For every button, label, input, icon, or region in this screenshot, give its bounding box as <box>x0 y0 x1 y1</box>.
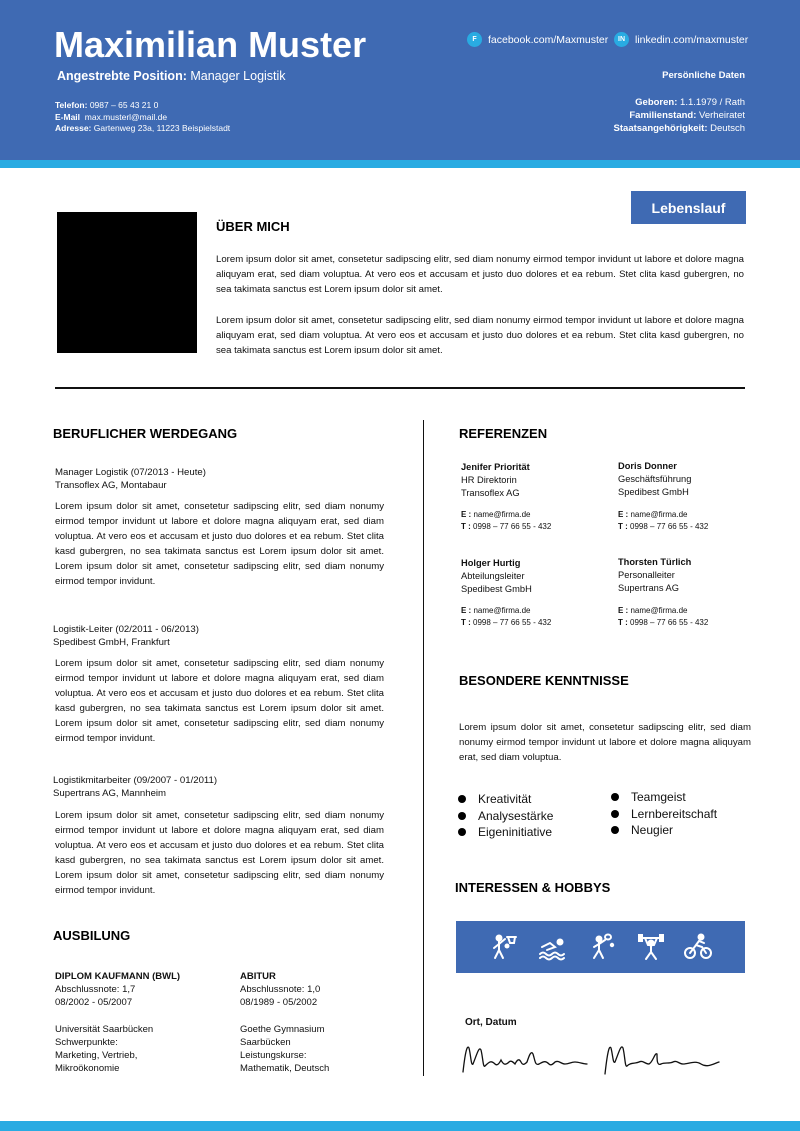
skills-list-left <box>458 791 553 841</box>
reference-2-role: Geschäftsführung <box>618 474 692 484</box>
edu-2-extra-2: Leistungskurse: <box>240 1050 307 1061</box>
education-col-1 <box>55 970 180 1075</box>
reference-3-name: Holger Hurtig <box>461 558 521 568</box>
skill-item <box>611 822 717 839</box>
email-line <box>55 112 167 122</box>
target-position <box>57 69 286 83</box>
reference-2-phone-label: T : <box>618 521 628 531</box>
job-1-text: Lorem ipsum dolor sit amet, consetetur sadipscing elitr, sed diam nonumy eirmod tempor invidunt ut labore et dolore magna aliquyam erat, sed diam voluptua. At vero eos et accusam et justo duo dolores et ea rebum. Stet clita kasd gubergren, no sea takimata sanctus est Lorem ipsum dolor sit amet. Lorem ipsum dolor sit amet, consetetur sadipscing elitr, sed diam nonumy eirmod tempor invidunt. <box>55 501 384 587</box>
edu-1-extra-1: Schwerpunkte: <box>55 1037 118 1048</box>
reference-3-role: Abteilungsleiter <box>461 571 525 581</box>
bullet-icon <box>458 795 466 803</box>
address-line <box>55 123 230 133</box>
about-paragraph-2: Lorem ipsum dolor sit amet, consetetur sadipscing elitr, sed diam nonumy eirmod tempor invidunt ut labore et dolore magna aliquyam erat, sed diam voluptua. At vero eos et accusam et justo duo dolores et ea rebum. Stet clita kasd gubergren, no sea takimata sanctus est Lorem ipsum dolor sit amet. <box>216 315 744 354</box>
edu-1-grade: Abschlussnote: 1,7 <box>55 984 136 995</box>
linkedin-icon: IN <box>614 32 629 47</box>
edu-2-extra-3: Mathematik, Deutsch <box>240 1063 330 1074</box>
skills-title: BESONDERE KENNTNISSE <box>459 673 629 688</box>
edu-2-period: 08/1989 - 05/2002 <box>240 997 318 1008</box>
header-accent-strip <box>0 160 800 168</box>
reference-2-email: name@firma.de <box>630 510 688 519</box>
skill-label: Neugier <box>631 823 674 837</box>
about-paragraph-1: Lorem ipsum dolor sit amet, consetetur sadipscing elitr, sed diam nonumy eirmod tempor invidunt ut labore et dolore magna aliquyam erat, sed diam voluptua. At vero eos et accusam et justo duo dolores et ea rebum. Stet clita kasd gubergren, no sea takimata sanctus est Lorem ipsum dolor sit amet. <box>216 254 744 295</box>
references-title: REFERENZEN <box>459 426 548 441</box>
linkedin-text: linkedin.com/maxmuster <box>635 33 749 46</box>
job-3-text: Lorem ipsum dolor sit amet, consetetur sadipscing elitr, sed diam nonumy eirmod tempor invidunt ut labore et dolore magna aliquyam erat, sed diam voluptua. At vero eos et accusam et justo duo dolores et ea rebum. Stet clita kasd gubergren, no sea takimata sanctus est Lorem ipsum dolor sit amet. Lorem ipsum dolor sit amet, consetetur sadipscing elitr, sed diam nonumy eirmod tempor invidunt. <box>55 810 384 896</box>
phone-label: Telefon: <box>55 100 88 110</box>
facebook-icon: F <box>467 32 482 47</box>
column-divider <box>423 420 424 1076</box>
phone-line <box>55 100 158 110</box>
reference-3 <box>461 557 532 596</box>
skill-item <box>458 808 553 825</box>
position-label: Angestrebte Position: <box>57 69 187 83</box>
job-2-text: Lorem ipsum dolor sit amet, consetetur sadipscing elitr, sed diam nonumy eirmod tempor invidunt ut labore et dolore magna aliquyam erat, sed diam voluptua. At vero eos et accusam et justo duo dolores et ea rebum. Stet clita kasd gubergren, no sea takimata sanctus est Lorem ipsum dolor sit amet. Lorem ipsum dolor sit amet, consetetur sadipscing elitr, sed diam nonumy eirmod tempor invidunt. <box>55 658 384 744</box>
hobbies-title: INTERESSEN & HOBBYS <box>455 880 611 895</box>
born-line <box>635 97 745 108</box>
basketball-icon <box>489 933 519 961</box>
skill-label: Analysestärke <box>478 808 554 823</box>
job-1-title: Manager Logistik (07/2013 - Heute) <box>55 467 206 478</box>
skill-item <box>458 824 553 841</box>
facebook-text: facebook.com/Maxmuster <box>488 33 609 46</box>
address-value: Gartenweg 23a, 11223 Beispielstadt <box>93 123 231 133</box>
section-divider <box>55 387 745 389</box>
edu-1-extra-3: Mikroökonomie <box>55 1063 120 1074</box>
reference-1-name: Jenifer Priorität <box>461 462 530 472</box>
facebook-link[interactable] <box>467 32 608 47</box>
nationality-value: Deutsch <box>710 123 745 134</box>
bullet-icon <box>611 793 619 801</box>
reference-4-email: name@firma.de <box>630 606 688 615</box>
edu-2-extra-1: Saarbücken <box>240 1037 291 1048</box>
profile-photo <box>57 212 197 353</box>
reference-4-phone-label: T : <box>618 617 628 627</box>
family-value: Verheiratet <box>699 110 745 121</box>
tennis-icon <box>586 933 616 961</box>
reference-2-contact <box>618 509 708 532</box>
phone-value: 0987 – 65 43 21 0 <box>89 100 159 110</box>
reference-1-contact <box>461 509 551 532</box>
education-title: AUSBILUNG <box>53 928 131 943</box>
reference-2-company: Spedibest GmbH <box>618 487 689 497</box>
reference-4-name: Thorsten Türlich <box>618 557 692 567</box>
reference-2-name: Doris Donner <box>618 461 677 471</box>
edu-1-school: Universität Saarbücken <box>55 1024 154 1035</box>
lebenslauf-label: Lebenslauf <box>631 191 746 224</box>
linkedin-link[interactable] <box>614 32 748 47</box>
reference-4-company: Supertrans AG <box>618 583 679 593</box>
bullet-icon <box>611 810 619 818</box>
skill-item <box>611 789 717 806</box>
nationality-label: Staatsangehörigkeit: <box>613 123 708 134</box>
reference-1-phone: 0998 – 77 66 55 - 432 <box>473 521 552 531</box>
education-col-2 <box>240 970 329 1075</box>
skills-list-right <box>611 789 717 839</box>
skill-item <box>611 806 717 823</box>
job-3-company: Supertrans AG, Mannheim <box>53 788 167 799</box>
reference-2-phone: 0998 – 77 66 55 - 432 <box>630 521 709 531</box>
bullet-icon <box>611 826 619 834</box>
edu-2-grade: Abschlussnote: 1,0 <box>240 984 321 995</box>
reference-4-contact <box>618 605 708 628</box>
edu-1-extra-2: Marketing, Vertrieb, <box>55 1050 138 1061</box>
born-label: Geboren: <box>635 97 678 108</box>
swimming-icon <box>538 933 568 961</box>
place-date-label: Ort, Datum <box>465 1017 517 1028</box>
reference-4-role: Personalleiter <box>618 570 675 580</box>
address-label: Adresse: <box>55 123 92 133</box>
reference-1-email: name@firma.de <box>473 510 531 519</box>
hobbies-bar <box>456 921 745 973</box>
reference-4-phone: 0998 – 77 66 55 - 432 <box>630 617 709 627</box>
weightlifting-icon <box>636 933 666 961</box>
reference-3-phone-label: T : <box>461 617 471 627</box>
footer-accent-strip <box>0 1121 800 1131</box>
job-1-company: Transoflex AG, Montabaur <box>55 480 167 491</box>
about-text <box>216 252 744 354</box>
bullet-icon <box>458 812 466 820</box>
reference-1-phone-label: T : <box>461 521 471 531</box>
candidate-name: Maximilian Muster <box>54 24 367 65</box>
email-value: max.musterl@mail.de <box>84 112 168 122</box>
handwritten-signature <box>455 1034 725 1086</box>
cycling-icon <box>683 933 713 961</box>
reference-1-company: Transoflex AG <box>461 488 520 498</box>
skill-label: Eigeninitiative <box>478 825 553 839</box>
job-2-title: Logistik-Leiter (02/2011 - 06/2013) <box>53 624 199 635</box>
nationality-line <box>614 123 745 134</box>
reference-3-email-label: E : <box>461 606 472 615</box>
reference-1 <box>461 461 530 500</box>
job-2-company: Spedibest GmbH, Frankfurt <box>53 637 170 648</box>
email-label: E-Mail <box>55 112 81 122</box>
position-value: Manager Logistik <box>190 69 286 83</box>
reference-3-email: name@firma.de <box>473 606 531 615</box>
job-3-title: Logistikmitarbeiter (09/2007 - 01/2011) <box>53 775 218 786</box>
reference-1-role: HR Direktorin <box>461 475 517 485</box>
reference-3-contact <box>461 605 551 628</box>
born-value: 1.1.1979 / Rath <box>680 97 745 108</box>
skills-text: Lorem ipsum dolor sit amet, consetetur sadipscing elitr, sed diam nonumy eirmod tempor invidunt ut labore et dolore magna aliquyam erat, sed diam voluptua. <box>459 722 751 763</box>
edu-2-degree: ABITUR <box>240 971 276 982</box>
reference-3-phone: 0998 – 77 66 55 - 432 <box>473 617 552 627</box>
about-title: ÜBER MICH <box>216 219 290 234</box>
reference-2-email-label: E : <box>618 510 629 519</box>
edu-1-degree: DIPLOM KAUFMANN (BWL) <box>55 971 181 982</box>
reference-4-email-label: E : <box>618 606 629 615</box>
bullet-icon <box>458 828 466 836</box>
family-line <box>629 110 745 121</box>
skill-label: Teamgeist <box>631 790 686 804</box>
career-title: BERUFLICHER WERDEGANG <box>53 426 238 441</box>
reference-1-email-label: E : <box>461 510 472 519</box>
reference-2 <box>618 460 691 499</box>
edu-2-school: Goethe Gymnasium <box>240 1024 325 1035</box>
reference-4 <box>618 556 691 595</box>
skill-label: Kreativität <box>478 792 532 806</box>
personal-data-title: Persönliche Daten <box>662 70 745 81</box>
skill-label: Lernbereitschaft <box>631 806 718 821</box>
reference-3-company: Spedibest GmbH <box>461 584 532 594</box>
edu-1-period: 08/2002 - 05/2007 <box>55 997 133 1008</box>
family-label: Familienstand: <box>629 110 697 121</box>
skill-item <box>458 791 553 808</box>
